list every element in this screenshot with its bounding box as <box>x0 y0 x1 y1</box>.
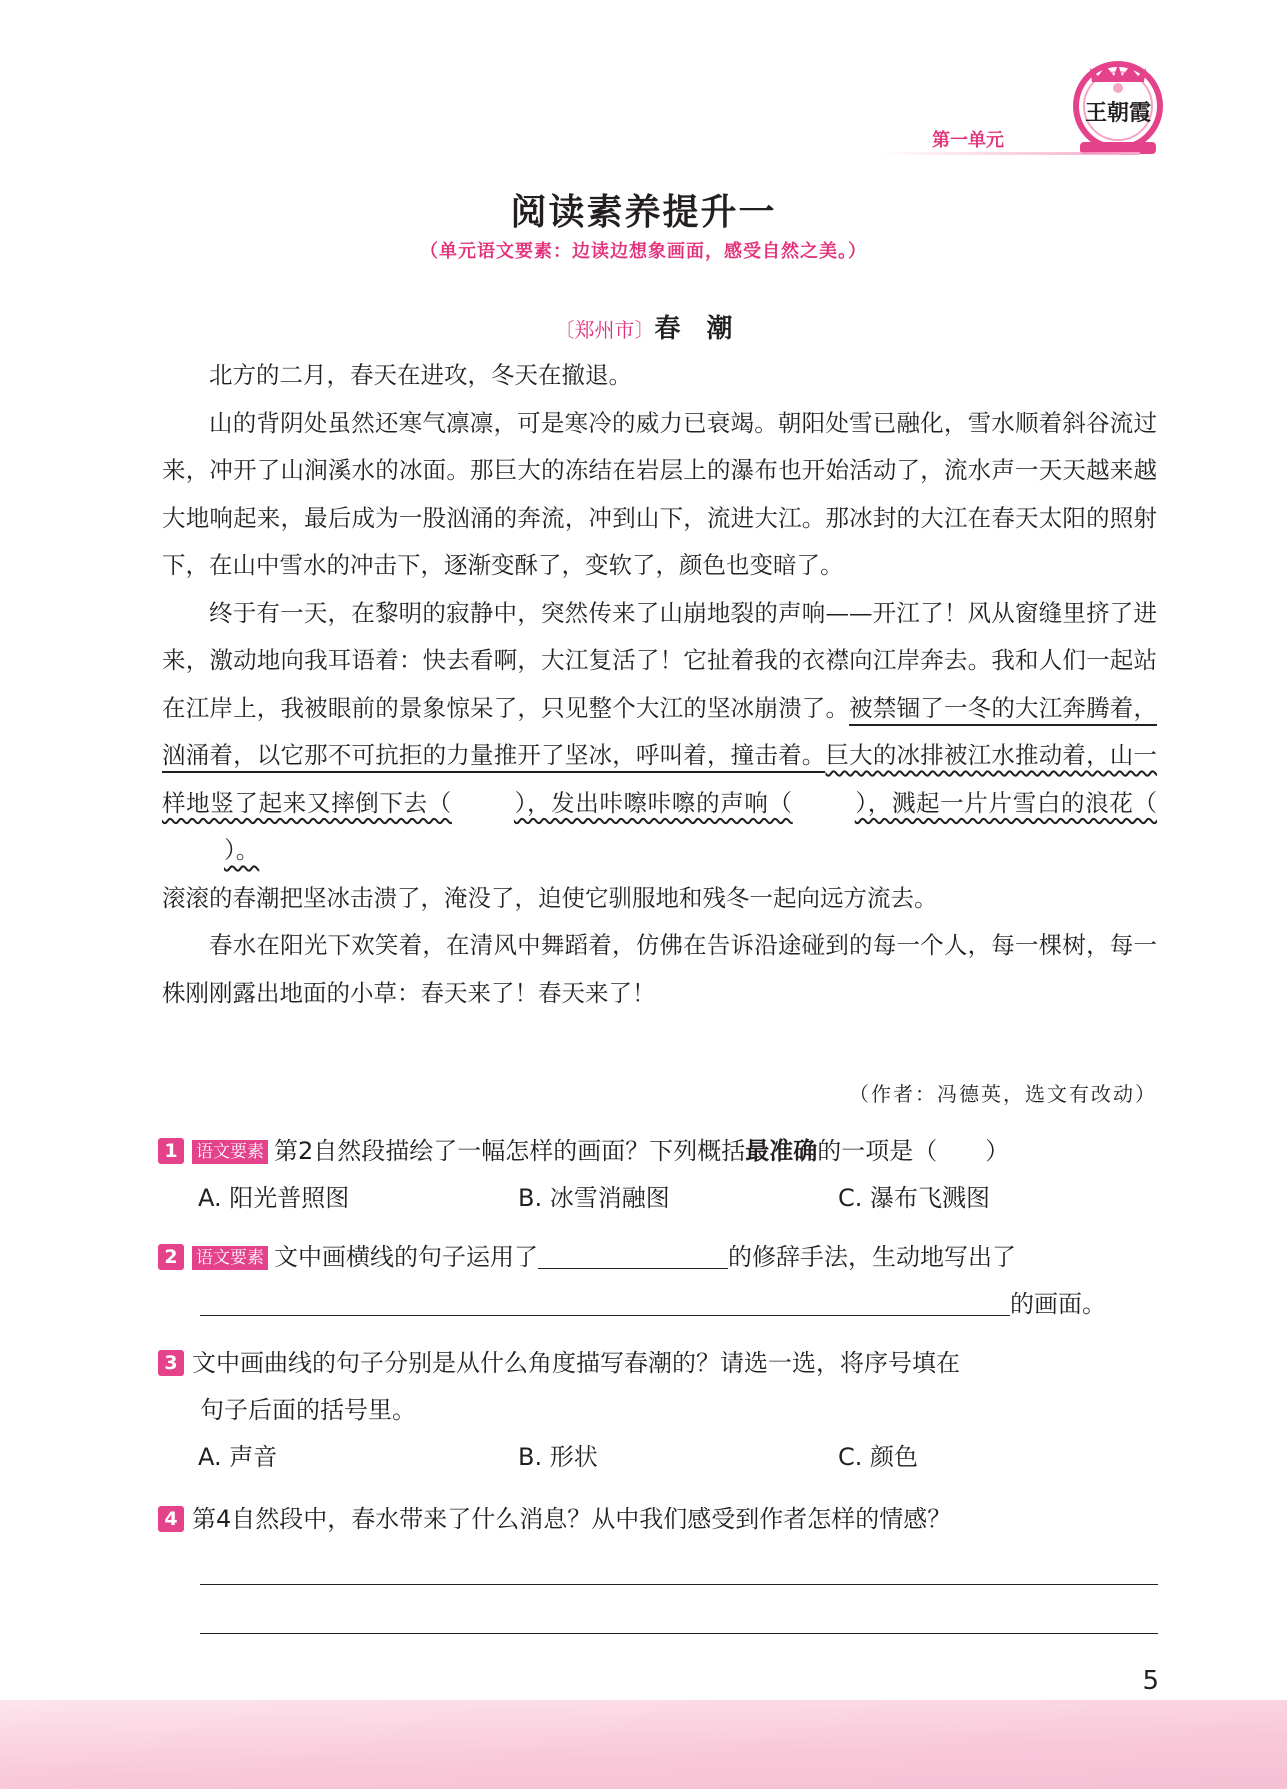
option-a[interactable]: A. 声音 <box>198 1443 278 1471</box>
page-number: 5 <box>1142 1666 1159 1696</box>
underlined-sentence: 被禁锢了一冬的大江奔腾着，汹涌着，以它那不可抗拒的力量推开了坚冰，呼叫着，撞击着。 <box>162 694 1157 774</box>
question-4: 4 第4自然段中，春水带来了什么消息？从中我们感受到作者怎样的情感？ <box>158 1496 1158 1543</box>
question-number: 4 <box>158 1506 184 1532</box>
paragraph-3 <box>162 590 1157 923</box>
question-number: 2 <box>158 1244 184 1270</box>
brand-logo <box>1068 54 1168 162</box>
wavy-part-4: ）。 <box>224 836 260 864</box>
question-1: 1 语文要素 第2自然段描绘了一幅怎样的画面？下列概括最准确的一项是（ ） A. 阳光普照图 B. 冰雪消融图 C. 瀑布飞溅图 <box>158 1128 1158 1222</box>
paragraph-2: 山的背阴处虽然还寒气凛凛，可是寒冷的威力已衰竭。朝阳处雪已融化，雪水顺着斜谷流过来，冲开了山涧溪水的冰面。那巨大的冻结在岩层上的瀑布也开始活动了，流水声一天天越来越大地响起来，最后成为一股汹涌的奔流，冲到山下，流进大江。那冰封的大江在春天太阳的照射下，在山中雪水的冲击下，逐渐变酥了，变软了，颜色也变暗了。 <box>162 408 1157 579</box>
passage-region: 〔郑州市〕 <box>554 318 655 342</box>
question-number: 3 <box>158 1350 184 1376</box>
fill-blank-scene[interactable] <box>200 1287 1010 1316</box>
fill-blank-rhetoric[interactable] <box>538 1240 728 1269</box>
answer-line-1[interactable] <box>200 1584 1158 1585</box>
page-subtitle: （单元语文要素：边读边想象画面，感受自然之美。） <box>420 241 867 262</box>
answer-line-2[interactable] <box>200 1633 1158 1634</box>
question-tag: 语文要素 <box>192 1246 268 1270</box>
question-tag: 语文要素 <box>192 1140 268 1164</box>
paragraph-1: 北方的二月，春天在进攻，冬天在撤退。 <box>209 361 632 389</box>
answer-paren[interactable]: 的一项是（ ） <box>817 1137 1010 1165</box>
passage-title: 春 潮 <box>654 314 733 344</box>
unit-label: 第一单元 <box>932 130 1004 151</box>
options-list <box>198 1175 1158 1222</box>
wavy-part-2: ），发出咔嚓咔嚓的声响（ <box>513 788 793 817</box>
option-c[interactable]: C. 瀑布飞溅图 <box>838 1184 991 1212</box>
logo-text: 王朝霞 <box>1084 100 1152 126</box>
option-c[interactable]: C. 颜色 <box>838 1443 919 1471</box>
option-a[interactable]: A. 阳光普照图 <box>198 1184 350 1212</box>
paragraph-4: 春水在阳光下欢笑着，在清风中舞蹈着，仿佛在告诉沿途碰到的每一个人，每一棵树，每一株刚刚露出地面的小草：春天来了！春天来了！ <box>162 931 1157 1007</box>
header-divider <box>880 152 1140 155</box>
question-2: 2 语文要素 文中画横线的句子运用了 的修辞手法，生动地写出了 的画面。 <box>158 1234 1158 1328</box>
page-title: 阅读素养提升一 <box>510 192 777 233</box>
wavy-part-3: ），溅起一片片雪白的浪花（ <box>854 788 1158 817</box>
options-list <box>198 1434 1158 1481</box>
question-number: 1 <box>158 1138 184 1164</box>
paragraph-3-end: 滚滚的春潮把坚冰击溃了，淹没了，迫使它驯服地和残冬一起向远方流去。 <box>162 883 938 912</box>
option-b[interactable]: B. 冰雪消融图 <box>518 1184 670 1212</box>
passage-source: （作者：冯德英，选文有改动） <box>849 1082 1157 1106</box>
footer-band <box>0 1700 1287 1789</box>
passage-heading <box>0 308 1287 345</box>
wavy-part-1: 巨大的冰排被江水推动着，山一样地竖了起来又摔倒下去（ <box>162 741 1158 817</box>
option-b[interactable]: B. 形状 <box>518 1443 598 1471</box>
emphasis-text: 最准确 <box>745 1137 818 1165</box>
paragraph-3-intro: 终于有一天，在黎明的寂静中，突然传来了山崩地裂的声响——开江了！风从窗缝里挤了进来，激动地向我耳语着：快去看啊，大江复活了！它扯着我的衣襟向江岸奔去。我和人们一起站在江岸上，我被眼前的景象惊呆了，只见整个大江的坚冰崩溃了。 <box>162 598 1157 722</box>
passage-body <box>162 352 1157 1017</box>
question-3: 3 文中画曲线的句子分别是从什么角度描写春潮的？请选一选，将序号填在 句子后面的括号里。 A. 声音 B. 形状 C. 颜色 <box>158 1340 1158 1481</box>
